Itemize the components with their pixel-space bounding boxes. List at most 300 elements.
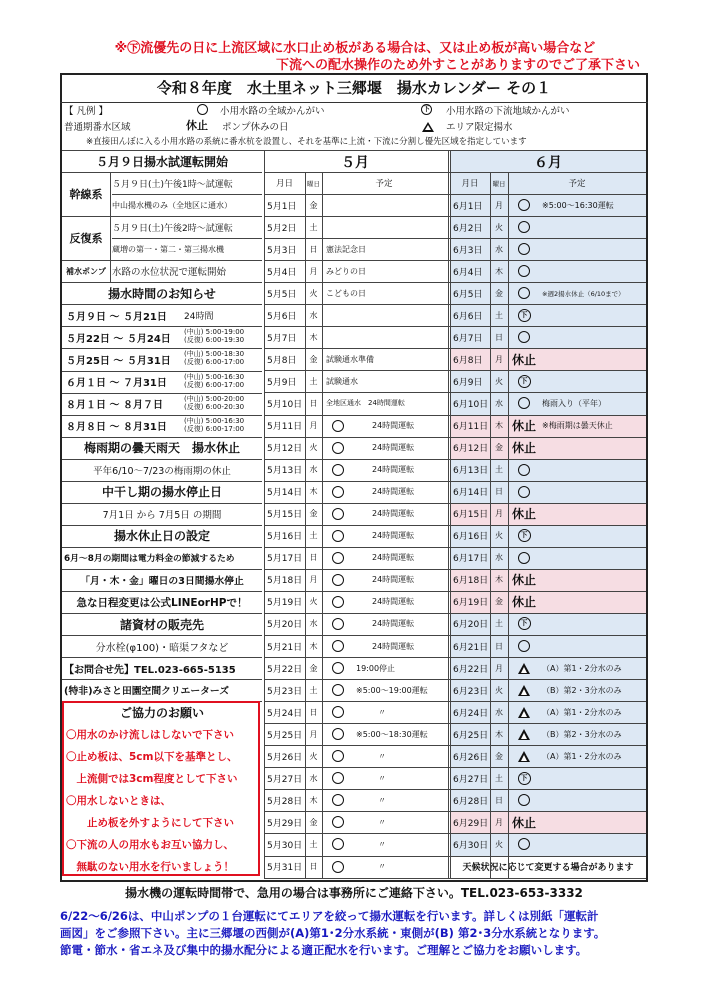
full-irrigation-icon bbox=[332, 486, 344, 498]
june-row-plan bbox=[542, 613, 644, 635]
june-row-dow: 金 bbox=[495, 751, 503, 761]
june-row-date: 6月15日 bbox=[453, 510, 489, 521]
june-row-dow: 水 bbox=[495, 244, 503, 254]
full-irrigation-icon bbox=[332, 442, 344, 454]
rainy-title: 梅雨期の曇天雨天 揚水休止 bbox=[83, 441, 240, 456]
may-row-mark bbox=[326, 415, 350, 437]
may-row-date: 5月2日 bbox=[267, 223, 297, 234]
june-row-date: 6月26日 bbox=[453, 752, 489, 763]
june-row-date: 6月2日 bbox=[453, 223, 483, 234]
may-row-date: 5月16日 bbox=[267, 532, 303, 543]
june-row-plan bbox=[542, 569, 644, 591]
may-row-dow: 日 bbox=[309, 707, 318, 717]
june-row-dow: 金 bbox=[495, 597, 503, 607]
may-row-dow: 日 bbox=[309, 862, 318, 872]
june-row-date: 6月16日 bbox=[453, 532, 489, 543]
down-irrigation-icon: 下 bbox=[518, 772, 531, 785]
june-row-plan: 梅雨入り（平年） bbox=[542, 398, 606, 408]
may-row-dow: 月 bbox=[309, 266, 318, 276]
area-limited-icon bbox=[518, 729, 530, 740]
june-row-dow: 土 bbox=[495, 773, 503, 783]
full-irrigation-icon bbox=[518, 640, 530, 652]
may-row-dow: 日 bbox=[309, 244, 318, 254]
june-row-plan: ※梅雨期は曇天休止 bbox=[542, 421, 613, 431]
june-row-mark bbox=[512, 657, 536, 679]
june-row-plan: （B）第2・3分水のみ bbox=[542, 685, 622, 695]
june-header: ６月 bbox=[534, 155, 562, 171]
june-row-mark bbox=[512, 833, 536, 855]
june-row-plan bbox=[542, 326, 644, 348]
june-row-dow: 日 bbox=[495, 641, 503, 651]
may-row-plan: 24時間運転 bbox=[372, 641, 415, 651]
full-irrigation-icon bbox=[332, 706, 344, 718]
stop-title: 揚水休止日の設定 bbox=[113, 529, 210, 544]
left-row-line bbox=[62, 503, 262, 504]
request-title: ご協力のお願い bbox=[119, 705, 204, 720]
june-row-date: 6月24日 bbox=[453, 708, 489, 719]
legend-note: ※直接田んぼに入る小用水路の系統に番水杭を設置し、それを基準に上流・下流に分割し優先区域を指定しています bbox=[86, 137, 527, 147]
footer-note-2: 画図」をご参照下さい。主に三郷堰の西側が(A)第1･2分水系統・東側が(B) 第2･3分水系統となります。 bbox=[60, 926, 606, 940]
may-row-plan: 〃 bbox=[378, 751, 386, 761]
full-irrigation-icon bbox=[332, 552, 344, 564]
left-col-line bbox=[110, 172, 111, 282]
full-irrigation-icon bbox=[332, 640, 344, 652]
may-row-plan: 24時間運転 bbox=[372, 465, 415, 475]
rest-label: 休止 bbox=[512, 573, 537, 588]
area-limited-icon bbox=[518, 663, 530, 674]
may-row-plan: 〃 bbox=[378, 795, 386, 805]
contact: 【お問合せ先】TEL.023-665-5135 bbox=[64, 664, 236, 676]
full-irrigation-icon bbox=[332, 684, 344, 696]
left-row-line bbox=[62, 393, 262, 394]
rest-label: 休止 bbox=[512, 507, 537, 522]
june-row-date: 6月21日 bbox=[453, 642, 489, 653]
june-row-plan bbox=[542, 437, 644, 459]
june-col-day: 月日 bbox=[461, 179, 479, 190]
col-line bbox=[264, 150, 265, 878]
full-irrigation-icon bbox=[518, 464, 530, 476]
june-row-plan: ※5:00～16:30運転 bbox=[542, 200, 614, 210]
june-last-note: 天候状況に応じて変更する場合があります bbox=[450, 856, 646, 878]
june-row-dow: 水 bbox=[495, 553, 503, 563]
full-irrigation-icon bbox=[332, 861, 344, 873]
june-row-plan: （A）第1・2分水のみ bbox=[542, 707, 622, 717]
june-row-mark bbox=[512, 503, 536, 525]
june-row-dow: 火 bbox=[495, 222, 503, 232]
may-row-date: 5月6日 bbox=[267, 311, 297, 322]
may-row-dow: 火 bbox=[309, 288, 318, 298]
may-row-plan: 24時間運転 bbox=[372, 575, 415, 585]
june-row-dow: 木 bbox=[495, 729, 503, 739]
may-row-mark bbox=[326, 833, 350, 855]
legend-area-text: エリア限定揚水 bbox=[446, 122, 513, 133]
legend-normal-area: 普通期番水区域 bbox=[64, 122, 131, 133]
may-row-dow: 月 bbox=[309, 729, 318, 739]
may-row-date: 5月29日 bbox=[267, 818, 303, 829]
full-irrigation-icon bbox=[518, 221, 530, 233]
legend-down-text: 小用水路の下流地域かんがい bbox=[446, 106, 570, 117]
may-row-date: 5月22日 bbox=[267, 664, 303, 675]
june-row-plan bbox=[542, 833, 644, 855]
june-row-date: 6月29日 bbox=[453, 818, 489, 829]
start-title: ５月９日揚水試運転開始 bbox=[95, 154, 228, 169]
area-limited-icon bbox=[518, 751, 530, 762]
left-row-line bbox=[62, 216, 262, 217]
june-row-mark bbox=[512, 635, 536, 657]
may-row-date: 5月14日 bbox=[267, 488, 303, 499]
may-row-mark bbox=[326, 635, 350, 657]
june-row-mark bbox=[512, 370, 536, 392]
june-row-plan bbox=[542, 789, 644, 811]
area-limited-icon bbox=[518, 685, 530, 696]
june-row-mark bbox=[512, 282, 536, 304]
may-row-plan bbox=[326, 216, 444, 238]
may-col-dow: 曜日 bbox=[307, 179, 320, 188]
june-row-plan bbox=[542, 635, 644, 657]
june-row-mark bbox=[512, 525, 536, 547]
legend-full-text: 小用水路の全域かんがい bbox=[220, 106, 325, 117]
may-row-plan: 全地区通水 24時間運転 bbox=[326, 399, 405, 408]
left-row-line bbox=[62, 635, 262, 636]
june-row-date: 6月11日 bbox=[453, 422, 489, 433]
june-row-mark bbox=[512, 767, 536, 789]
may-row-plan: 24時間運転 bbox=[372, 619, 415, 629]
may-row-date: 5月11日 bbox=[267, 422, 303, 433]
june-row-plan bbox=[542, 525, 644, 547]
may-row-date: 5月17日 bbox=[267, 554, 303, 565]
june-row-date: 6月7日 bbox=[453, 333, 483, 344]
full-irrigation-icon bbox=[332, 464, 344, 476]
may-row-mark bbox=[326, 437, 350, 459]
rainy-text: 平年6/10～7/23の梅雨期の休止 bbox=[93, 465, 231, 477]
may-row-date: 5月31日 bbox=[267, 863, 303, 874]
june-row-date: 6月25日 bbox=[453, 730, 489, 741]
rest-label: 休止 bbox=[512, 419, 537, 434]
may-row-plan: 〃 bbox=[378, 839, 386, 849]
may-row-dow: 火 bbox=[309, 751, 318, 761]
june-row-dow: 月 bbox=[495, 509, 503, 519]
june-row-mark bbox=[512, 547, 536, 569]
june-row-date: 6月30日 bbox=[453, 840, 489, 851]
june-row-mark bbox=[512, 326, 536, 348]
may-row-dow: 火 bbox=[309, 443, 318, 453]
june-row-dow: 月 bbox=[495, 817, 503, 827]
may-row-dow: 水 bbox=[309, 619, 318, 629]
june-row-mark bbox=[512, 238, 536, 260]
may-row-date: 5月18日 bbox=[267, 576, 303, 587]
may-row-mark bbox=[326, 745, 350, 767]
stop-line-2: 「月・木・金」曜日の3日間揚水停止 bbox=[80, 575, 244, 587]
may-row-plan: 24時間運転 bbox=[372, 553, 415, 563]
hours-period: ８月８日 ～ ８月31日 bbox=[66, 422, 167, 434]
may-row-dow: 火 bbox=[309, 597, 318, 607]
june-row-date: 6月28日 bbox=[453, 796, 489, 807]
left-row-line bbox=[62, 326, 262, 327]
may-row-dow: 金 bbox=[309, 200, 318, 210]
col-line bbox=[490, 172, 491, 878]
left-sub-line bbox=[112, 238, 262, 239]
may-row-date: 5月5日 bbox=[267, 289, 297, 300]
full-irrigation-icon bbox=[332, 794, 344, 806]
may-row-date: 5月26日 bbox=[267, 752, 303, 763]
june-row-date: 6月8日 bbox=[453, 355, 483, 366]
left-row-line bbox=[62, 613, 262, 614]
full-irrigation-icon bbox=[518, 552, 530, 564]
col-line bbox=[305, 172, 306, 878]
may-row-plan: 〃 bbox=[378, 707, 386, 717]
june-row-dow: 火 bbox=[495, 839, 503, 849]
june-row-plan bbox=[542, 216, 644, 238]
may-row-plan bbox=[326, 304, 444, 326]
may-row-plan: ※5:00～18:30運転 bbox=[356, 729, 428, 739]
may-row-dow: 水 bbox=[309, 310, 318, 320]
may-row-date: 5月10日 bbox=[267, 399, 303, 410]
may-row-plan: 〃 bbox=[378, 862, 386, 872]
dry-title: 中干し期の揚水停止日 bbox=[101, 485, 222, 500]
may-row-dow: 土 bbox=[309, 376, 318, 386]
june-row-mark bbox=[512, 392, 536, 414]
june-row-plan: （A）第1・2分水のみ bbox=[542, 751, 622, 761]
col-line bbox=[450, 150, 451, 878]
may-row-mark bbox=[326, 481, 350, 503]
legend-full-icon bbox=[197, 103, 208, 116]
full-irrigation-icon bbox=[518, 486, 530, 498]
may-row-date: 5月27日 bbox=[267, 774, 303, 785]
june-row-dow: 土 bbox=[495, 619, 503, 629]
may-row-date: 5月15日 bbox=[267, 510, 303, 521]
may-row-date: 5月28日 bbox=[267, 796, 303, 807]
may-row-date: 5月9日 bbox=[267, 377, 297, 388]
may-row-mark bbox=[326, 789, 350, 811]
june-row-dow: 木 bbox=[495, 575, 503, 585]
may-row-plan: 24時間運転 bbox=[372, 421, 415, 431]
june-row-dow: 火 bbox=[495, 376, 503, 386]
june-row-date: 6月6日 bbox=[453, 311, 483, 322]
hours-period: ５月９日 ～ ５月21日 bbox=[66, 311, 167, 323]
may-row-dow: 木 bbox=[309, 795, 318, 805]
june-row-mark bbox=[512, 679, 536, 701]
may-row-dow: 木 bbox=[309, 641, 318, 651]
return-line-2: 蔵増の第一・第二・第三揚水機 bbox=[112, 244, 224, 254]
may-row-dow: 土 bbox=[309, 222, 318, 232]
down-irrigation-icon: 下 bbox=[518, 617, 531, 630]
june-row-dow: 木 bbox=[495, 266, 503, 276]
down-irrigation-icon: 下 bbox=[518, 309, 531, 322]
june-row-dow: 金 bbox=[495, 443, 503, 453]
may-row-plan: 24時間運転 bbox=[372, 597, 415, 607]
hours-detail: (中山) 5:00-20:00 (反復) 6:00-20:30 bbox=[184, 394, 245, 411]
left-row-line bbox=[62, 304, 262, 305]
june-row-date: 6月19日 bbox=[453, 598, 489, 609]
june-row-date: 6月10日 bbox=[453, 399, 489, 410]
full-irrigation-icon bbox=[332, 662, 344, 674]
may-row-plan bbox=[326, 194, 444, 216]
left-row-line bbox=[62, 172, 262, 173]
trunk-label: 幹線系 bbox=[69, 188, 103, 201]
june-row-date: 6月22日 bbox=[453, 664, 489, 675]
june-row-plan bbox=[542, 370, 644, 392]
may-row-dow: 月 bbox=[309, 575, 318, 585]
may-row-mark bbox=[326, 723, 350, 745]
may-row-mark bbox=[326, 657, 350, 679]
may-row-mark bbox=[326, 591, 350, 613]
return-label: 反復系 bbox=[69, 232, 103, 245]
may-row-dow: 日 bbox=[309, 553, 318, 563]
may-row-date: 5月7日 bbox=[267, 333, 297, 344]
may-row-dow: 土 bbox=[309, 531, 318, 541]
june-row-mark bbox=[512, 260, 536, 282]
june-row-dow: 月 bbox=[495, 200, 503, 210]
june-row-plan: （B）第2・3分水のみ bbox=[542, 729, 622, 739]
request-item: 無駄のない用水を行いましょう！ bbox=[66, 861, 234, 874]
may-row-plan: 24時間運転 bbox=[372, 531, 415, 541]
june-row-dow: 火 bbox=[495, 531, 503, 541]
down-irrigation-icon: 下 bbox=[518, 529, 531, 542]
full-irrigation-icon bbox=[332, 596, 344, 608]
request-item: 〇止め板は、5cm以下を基準とし、 bbox=[66, 750, 238, 763]
may-row-date: 5月12日 bbox=[267, 444, 303, 455]
left-row-line bbox=[62, 679, 262, 680]
request-item: 〇下流の人の用水もお互い協力し、 bbox=[66, 839, 234, 852]
may-row-dow: 金 bbox=[309, 354, 318, 364]
june-row-mark bbox=[512, 811, 536, 833]
may-row-dow: 土 bbox=[309, 685, 318, 695]
may-row-date: 5月4日 bbox=[267, 267, 297, 278]
june-row-plan bbox=[542, 348, 644, 370]
june-row-date: 6月17日 bbox=[453, 554, 489, 565]
june-row-dow: 日 bbox=[495, 332, 503, 342]
legend-rest-text: ポンプ休みの日 bbox=[222, 122, 289, 133]
return-line-1: ５月９日(土)午後2時～試運転 bbox=[112, 223, 233, 234]
june-col-plan: 予定 bbox=[568, 179, 586, 190]
june-row-date: 6月23日 bbox=[453, 686, 489, 697]
may-row-mark bbox=[326, 547, 350, 569]
june-row-mark bbox=[512, 745, 536, 767]
warning-line-2: 下流への配水操作のため外すことがありますのでご了承下さい bbox=[275, 58, 640, 73]
may-row-mark bbox=[326, 811, 350, 833]
left-row-line bbox=[62, 371, 262, 372]
left-row-line bbox=[62, 481, 262, 482]
may-row-date: 5月19日 bbox=[267, 598, 303, 609]
col-line bbox=[508, 172, 509, 878]
may-col-plan: 予定 bbox=[375, 179, 393, 190]
june-row-plan bbox=[542, 481, 644, 503]
may-row-plan: 24時間運転 bbox=[372, 443, 415, 453]
full-irrigation-icon bbox=[332, 750, 344, 762]
june-row-dow: 土 bbox=[495, 465, 503, 475]
june-row-mark bbox=[512, 481, 536, 503]
june-row-plan: ※週2揚水休止（6/10まで） bbox=[542, 289, 625, 298]
hours-period: ５月25日 ～ ５月31日 bbox=[66, 355, 171, 367]
may-row-dow: 金 bbox=[309, 663, 318, 673]
may-row-date: 5月24日 bbox=[267, 708, 303, 719]
may-row-mark bbox=[326, 701, 350, 723]
left-row-line bbox=[62, 282, 262, 283]
may-row-plan: 24時間運転 bbox=[372, 487, 415, 497]
june-row-dow: 水 bbox=[495, 707, 503, 717]
june-row-date: 6月3日 bbox=[453, 245, 483, 256]
full-irrigation-icon bbox=[332, 508, 344, 520]
june-row-mark bbox=[512, 723, 536, 745]
full-irrigation-icon bbox=[332, 728, 344, 740]
june-row-dow: 月 bbox=[495, 354, 503, 364]
june-row-date: 6月20日 bbox=[453, 620, 489, 631]
june-col-dow: 曜日 bbox=[492, 179, 506, 188]
may-header: ５月 bbox=[341, 155, 369, 171]
rest-label: 休止 bbox=[512, 352, 537, 367]
aux-text: 水路の水位状況で運転開始 bbox=[112, 267, 227, 278]
rest-label: 休止 bbox=[512, 595, 537, 610]
may-row-dow: 金 bbox=[309, 509, 318, 519]
june-row-dow: 火 bbox=[495, 685, 503, 695]
dry-text: 7月1日 から 7月5日 の期間 bbox=[102, 509, 222, 521]
sales-title: 諸資材の販売先 bbox=[119, 617, 204, 632]
may-row-dow: 金 bbox=[309, 817, 318, 827]
left-row-line bbox=[62, 437, 262, 438]
may-row-dow: 土 bbox=[309, 839, 318, 849]
may-row-mark bbox=[326, 679, 350, 701]
june-row-dow: 日 bbox=[495, 795, 503, 805]
june-row-mark bbox=[512, 437, 536, 459]
rest-label: 休止 bbox=[512, 815, 537, 830]
june-row-date: 6月4日 bbox=[453, 267, 483, 278]
full-irrigation-icon bbox=[332, 574, 344, 586]
june-row-mark bbox=[512, 348, 536, 370]
hours-detail: (中山) 5:00-19:00 (反復) 6:00-19:30 bbox=[184, 328, 245, 345]
legend-rest-label: 休止 bbox=[186, 119, 208, 132]
may-row-plan: みどりの日 bbox=[326, 266, 366, 276]
may-row-date: 5月30日 bbox=[267, 840, 303, 851]
may-row-date: 5月3日 bbox=[267, 245, 297, 256]
full-irrigation-icon bbox=[518, 287, 530, 299]
june-row-plan bbox=[542, 547, 644, 569]
june-row-plan bbox=[542, 238, 644, 260]
request-item: 止め板を外すようにして下さい bbox=[66, 817, 234, 829]
left-row-line bbox=[62, 591, 262, 592]
may-row-plan: 憲法記念日 bbox=[326, 244, 366, 254]
trunk-line-2: 中山揚水機のみ（全地区に通水） bbox=[112, 200, 232, 210]
may-row-mark bbox=[326, 856, 350, 878]
may-row-plan: こどもの日 bbox=[326, 288, 366, 298]
may-row-date: 5月20日 bbox=[267, 620, 303, 631]
may-row-plan: ※5:00～19:00運転 bbox=[356, 685, 428, 695]
left-row-line bbox=[62, 260, 262, 261]
hours-title: 揚水時間のお知らせ bbox=[108, 286, 216, 301]
left-row-line bbox=[62, 657, 262, 658]
may-row-dow: 日 bbox=[309, 398, 318, 408]
may-col-day: 月日 bbox=[275, 179, 293, 190]
may-row-mark bbox=[326, 459, 350, 481]
left-row-line bbox=[62, 415, 262, 416]
may-row-date: 5月21日 bbox=[267, 642, 303, 653]
may-row-date: 5月23日 bbox=[267, 686, 303, 697]
left-row-line bbox=[62, 547, 262, 548]
june-row-dow: 金 bbox=[495, 288, 503, 298]
row-line bbox=[264, 878, 646, 879]
hours-detail: (中山) 5:00-18:30 (反復) 6:00-17:00 bbox=[184, 350, 245, 367]
footer-contact: 揚水機の運転時間帯で、急用の場合は事務所にご連絡下さい。TEL.023-653-3332 bbox=[125, 886, 583, 900]
may-row-dow: 木 bbox=[309, 332, 318, 342]
hours-detail: (中山) 5:00-16:30 (反復) 6:00-17:00 bbox=[184, 372, 245, 389]
june-row-date: 6月9日 bbox=[453, 377, 483, 388]
full-irrigation-icon bbox=[332, 420, 344, 432]
rest-label: 休止 bbox=[512, 441, 537, 456]
left-row-line bbox=[62, 459, 262, 460]
june-row-plan bbox=[542, 811, 644, 833]
full-irrigation-icon bbox=[332, 816, 344, 828]
footer-note-1: 6/22～6/26は、中山ポンプの１台運転にてエリアを絞って揚水運転を行います。詳しくは別紙「運転計 bbox=[60, 909, 599, 923]
col-line bbox=[322, 172, 323, 878]
